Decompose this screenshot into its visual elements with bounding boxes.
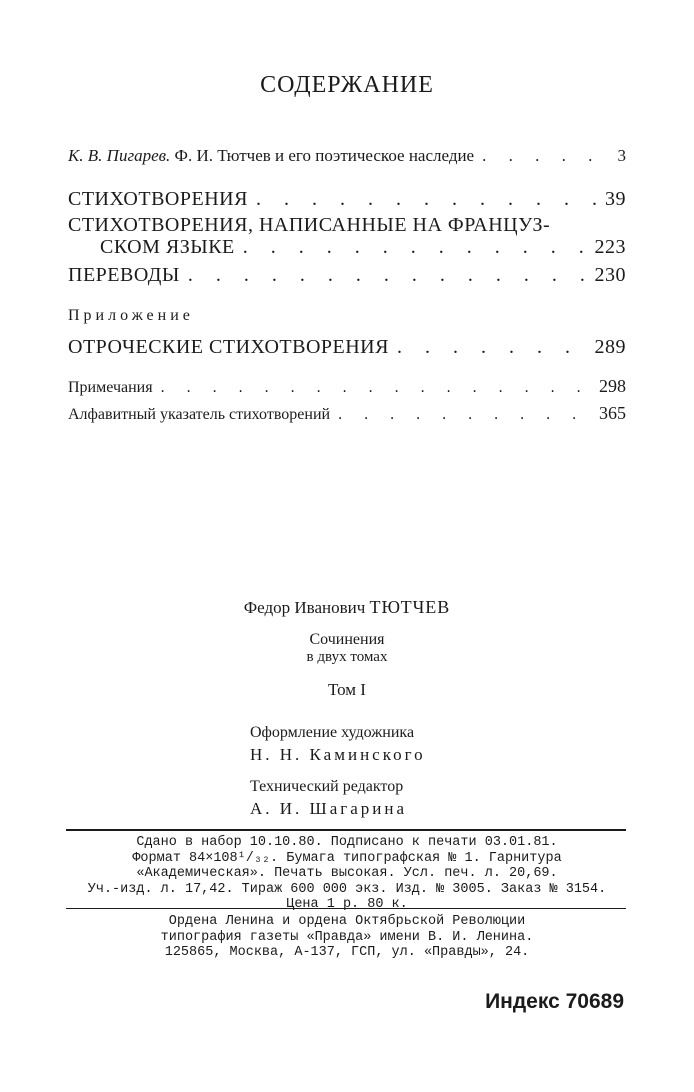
toc-entry-label: Примечания <box>68 379 153 396</box>
toc-entry-author: К. В. Пигарев. <box>68 146 171 165</box>
pub-line: Сдано в набор 10.10.80. Подписано к печати 03.01.81. <box>136 835 558 850</box>
divider <box>66 829 626 831</box>
leader-dots <box>180 264 589 287</box>
toc-entry-page: 230 <box>594 264 626 286</box>
toc-entry-page: 223 <box>594 236 626 258</box>
leader-dots <box>235 236 589 259</box>
divider <box>66 908 626 909</box>
leader-dots <box>474 146 611 166</box>
toc-entry-page: 39 <box>605 188 626 210</box>
imprint-volumes: в двух томах <box>306 649 388 665</box>
toc-entry-index <box>68 403 626 424</box>
toc-entry-label: ПЕРЕВОДЫ <box>68 264 180 286</box>
toc-entry-french <box>100 236 626 259</box>
toc-entry-page: 298 <box>599 376 626 396</box>
appendix-heading: Приложение <box>68 307 194 324</box>
tech-editor-name: А. И. Шагарина <box>250 799 408 818</box>
index-code: Индекс 70689 <box>485 990 624 1013</box>
designer-role: Оформление художника <box>250 724 415 741</box>
publication-details <box>50 835 644 913</box>
toc-entry-label: СКОМ ЯЗЫКЕ <box>100 236 235 258</box>
pub-line: Формат 84×108¹/₃₂. Бумага типографская № 1. Гарнитура <box>132 850 562 866</box>
toc-entry-poems <box>68 188 626 211</box>
toc-entry-label: СТИХОТВОРЕНИЯ <box>68 188 248 210</box>
leader-dots <box>248 188 599 211</box>
printer-line: 125865, Москва, А-137, ГСП, ул. «Правды», 24. <box>164 945 530 960</box>
tech-editor-role: Технический редактор <box>250 778 404 795</box>
author-surname: ТЮТЧЕВ <box>369 597 451 617</box>
toc-entry-translations <box>68 264 626 287</box>
toc-entry-label <box>68 146 474 166</box>
toc-entry-label: Алфавитный указатель стихотворений <box>68 406 331 423</box>
toc-entry-page: 3 <box>617 146 626 165</box>
printer-line: Ордена Ленина и ордена Октябрьской Революции <box>168 914 526 929</box>
leader-dots <box>153 379 593 397</box>
author-given-names: Федор Иванович <box>243 598 366 617</box>
leader-dots <box>389 336 589 359</box>
imprint-author <box>0 597 694 618</box>
toc-entry-label: ОТРОЧЕСКИЕ СТИХОТВОРЕНИЯ <box>68 336 389 358</box>
toc-entry-youth <box>68 336 626 359</box>
printer-line: типография газеты «Правда» имени В. И. Ленина. <box>160 929 534 945</box>
toc-entry-text: Ф. И. Тютчев и его поэтическое наследие <box>174 146 475 165</box>
pub-line: «Академическая». Печать высокая. Усл. печ. л. 20,69. <box>136 866 558 881</box>
imprint-works: Сочинения <box>309 631 385 648</box>
designer-name: Н. Н. Каминского <box>250 745 426 764</box>
toc-entry-french-line1: СТИХОТВОРЕНИЯ, НАПИСАННЫЕ НА ФРАНЦУЗ- <box>68 214 551 236</box>
printer-details <box>50 914 644 961</box>
toc-entry-notes <box>68 376 626 397</box>
toc-entry-page: 289 <box>594 336 626 358</box>
pub-line: Уч.-изд. л. 17,42. Тираж 600 000 экз. Изд. № 3005. Заказ № 3154. <box>87 881 607 897</box>
page-title: СОДЕРЖАНИЕ <box>260 72 434 98</box>
toc-entry-intro <box>68 146 626 166</box>
imprint-volume-number: Том I <box>328 680 366 699</box>
leader-dots <box>330 406 593 424</box>
toc-entry-page: 365 <box>599 403 626 423</box>
pub-line: Цена 1 р. 80 к. <box>286 897 408 912</box>
